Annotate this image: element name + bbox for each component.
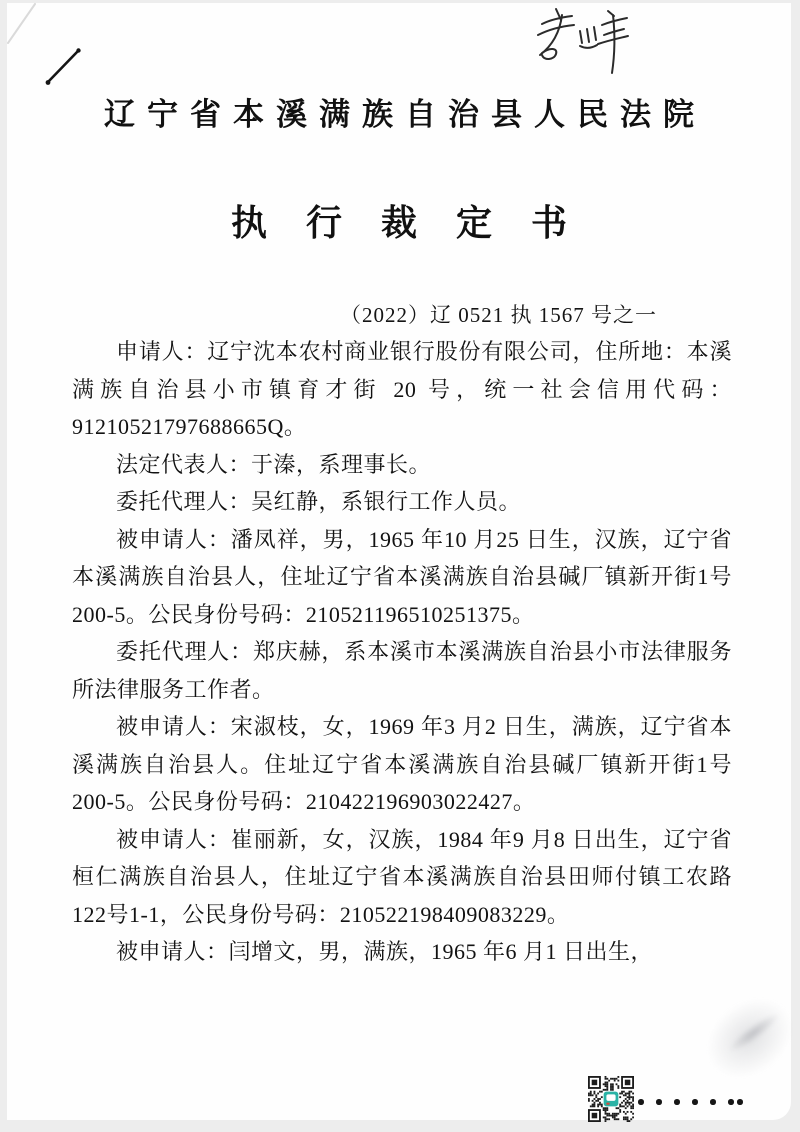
- paragraph-applicant: 申请人：辽宁沈本农村商业银行股份有限公司，住所地：本溪满族自治县小市镇育才街 20 号，统一社会信用代码：91210521797688665Q。: [72, 339, 732, 439]
- pen-stroke-mark: [40, 45, 90, 95]
- paragraph-respondent-2: 被申请人：宋淑枝，女，1969 年3 月2 日生，满族，辽宁省本溪满族自治县人。住址辽宁省本溪满族自治县碱厂镇新开街1号200-5。公民身份号码：210422196903022427。: [72, 714, 732, 814]
- dot: [674, 1099, 680, 1105]
- paragraph-respondent-4: 被申请人：闫增文，男，满族，1965 年6 月1 日出生，: [116, 939, 654, 964]
- scan-corner-line: [7, 3, 47, 48]
- court-name: 辽宁省本溪满族自治县人民法院: [104, 97, 706, 132]
- case-number: （2022）辽 0521 执 1567 号之一: [340, 303, 657, 327]
- paragraph-agent-2: 委托代理人：郑庆赫，系本溪市本溪满族自治县小市法律服务所法律服务工作者。: [72, 639, 732, 702]
- paragraph-respondent-1: 被申请人：潘凤祥，男，1965 年10 月25 日生，汉族，辽宁省本溪满族自治县人，住址辽宁省本溪满族自治县碱厂镇新开街1号200-5。公民身份号码：210521196510251375。: [72, 526, 732, 627]
- dotted-row: [638, 1098, 743, 1106]
- dot: [728, 1099, 734, 1105]
- paragraph-legal-representative: 法定代表人：于溱，系理事长。: [116, 451, 432, 477]
- dot: [638, 1099, 644, 1105]
- paragraph-agent-1: 委托代理人：吴红静，系银行工作人员。: [116, 489, 522, 514]
- dot: [710, 1099, 716, 1105]
- paper-sheet: [7, 3, 791, 1120]
- dot: [737, 1099, 743, 1105]
- document-title: 执 行 裁 定 书: [230, 203, 580, 243]
- handwritten-signature: [520, 3, 632, 79]
- paragraph-respondent-3: 被申请人：崔丽新，女，汉族，1984 年9 月8 日出生，辽宁省桓仁满族自治县人，住址辽宁省本溪满族自治县田师付镇工农路122号1-1，公民身份号码：210522198409083229。: [72, 826, 732, 927]
- dot: [692, 1099, 698, 1105]
- dot: [656, 1099, 662, 1105]
- document-body: [72, 333, 732, 971]
- qr-code: [588, 1076, 634, 1122]
